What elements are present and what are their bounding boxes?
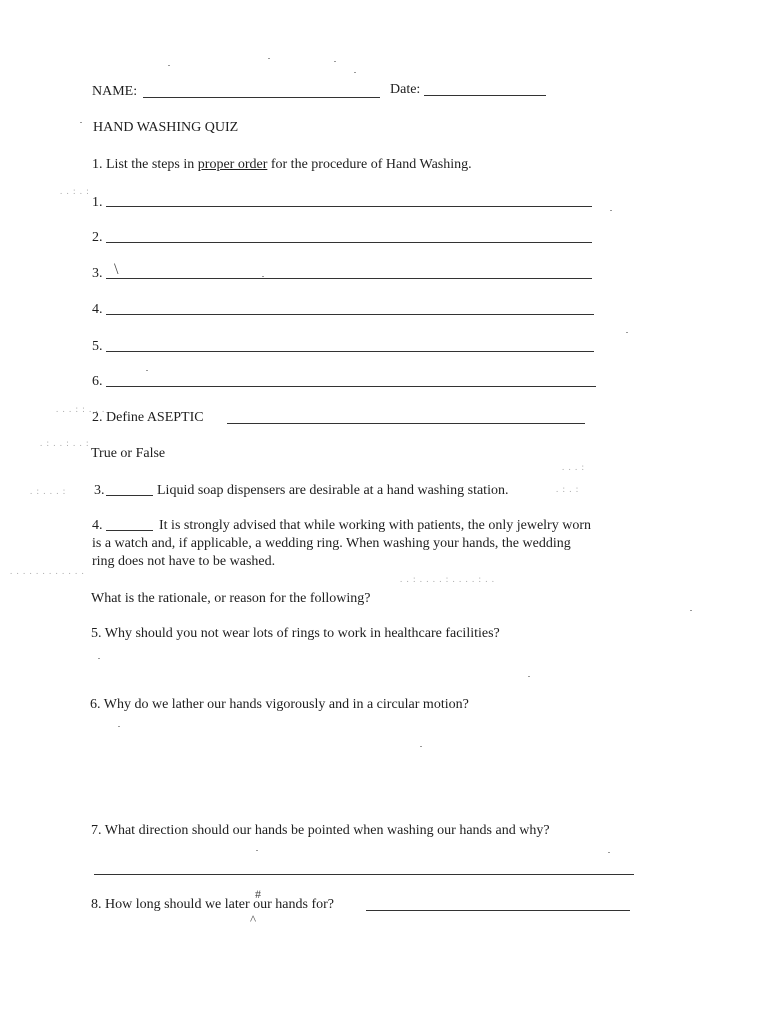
step-1-line[interactable] xyxy=(106,206,592,207)
scan-noise: . . : . . . . : . . . . : . . xyxy=(400,574,496,584)
question-1-prefix: List the steps in xyxy=(106,157,198,172)
step-1-label: 1. xyxy=(92,195,103,210)
step-6-line[interactable] xyxy=(106,386,596,387)
question-3-text: Liquid soap dispensers are desirable at a hand washing station. xyxy=(157,483,509,498)
question-8: 8. How long should we later our hands for? xyxy=(91,897,335,912)
scan-speck xyxy=(262,276,264,277)
true-false-heading: True or False xyxy=(91,446,166,461)
rationale-heading: What is the rationale, or reason for the following? xyxy=(91,591,371,606)
scan-speck xyxy=(610,210,612,211)
scan-speck xyxy=(146,370,148,371)
step-3-label: 3. xyxy=(92,266,103,281)
step-5-line[interactable] xyxy=(106,351,594,352)
question-4-line-1: It is strongly advised that while working with patients, the only jewelry worn xyxy=(159,518,591,533)
question-4-line-3: ring does not have to be washed. xyxy=(92,554,276,569)
scan-noise: . : . . . : xyxy=(30,486,67,496)
date-field-line[interactable] xyxy=(424,95,546,96)
scan-noise: . . . : xyxy=(562,462,586,472)
question-3-number: 3. xyxy=(94,483,105,498)
scan-noise: . . . . . . . . . . . . xyxy=(10,566,85,576)
question-2: 2. Define ASEPTIC xyxy=(92,410,204,425)
question-4-answer-line[interactable] xyxy=(106,530,153,531)
question-8-handwritten-correction: # xyxy=(255,887,261,901)
question-7-answer-line[interactable] xyxy=(94,874,634,875)
step-4-line[interactable] xyxy=(106,314,594,315)
scan-speck xyxy=(268,58,270,59)
step-3-line[interactable] xyxy=(106,278,592,279)
quiz-title: HAND WASHING QUIZ xyxy=(93,120,239,135)
scan-speck xyxy=(528,676,530,677)
name-field-line[interactable] xyxy=(143,97,380,98)
step-2-label: 2. xyxy=(92,230,103,245)
scan-speck xyxy=(256,850,258,851)
question-1 xyxy=(92,157,472,173)
question-3-answer-line[interactable] xyxy=(106,495,153,496)
scan-noise: . . . : : . . . xyxy=(56,404,106,414)
step-3-handwritten-mark: \ xyxy=(114,261,119,278)
step-4-label: 4. xyxy=(92,302,103,317)
question-1-number: 1. xyxy=(92,157,103,172)
step-2-line[interactable] xyxy=(106,242,592,243)
scan-speck xyxy=(118,726,120,727)
scan-noise: . . : . : xyxy=(60,186,90,196)
question-8-answer-line[interactable] xyxy=(366,910,630,911)
question-1-suffix: for the procedure of Hand Washing. xyxy=(267,157,472,172)
scan-speck xyxy=(334,61,336,62)
question-6: 6. Why do we lather our hands vigorously and in a circular motion? xyxy=(90,697,469,712)
name-label: NAME: xyxy=(92,84,138,99)
scan-noise: . : . : xyxy=(556,484,580,494)
step-6-label: 6. xyxy=(92,374,103,389)
question-4-number: 4. xyxy=(92,518,103,533)
scan-noise: . : . . : . . : xyxy=(40,438,90,448)
question-1-underlined: proper order xyxy=(197,157,268,172)
scan-speck xyxy=(98,658,100,659)
question-7: 7. What direction should our hands be pointed when washing our hands and why? xyxy=(91,823,550,838)
question-4-line-2: is a watch and, if applicable, a wedding ring. When washing your hands, the wedding xyxy=(92,536,571,551)
scan-speck xyxy=(608,852,610,853)
scan-speck xyxy=(80,122,82,123)
scan-speck xyxy=(420,746,422,747)
scan-speck xyxy=(690,610,692,611)
scan-speck xyxy=(626,332,628,333)
date-label: Date: xyxy=(390,82,421,97)
step-5-label: 5. xyxy=(92,339,103,354)
question-5: 5. Why should you not wear lots of rings to work in healthcare facilities? xyxy=(91,626,500,641)
question-8-caret-mark: ^ xyxy=(250,912,257,927)
scan-speck xyxy=(354,72,356,73)
scan-speck xyxy=(168,65,170,66)
question-2-answer-line[interactable] xyxy=(227,423,585,424)
